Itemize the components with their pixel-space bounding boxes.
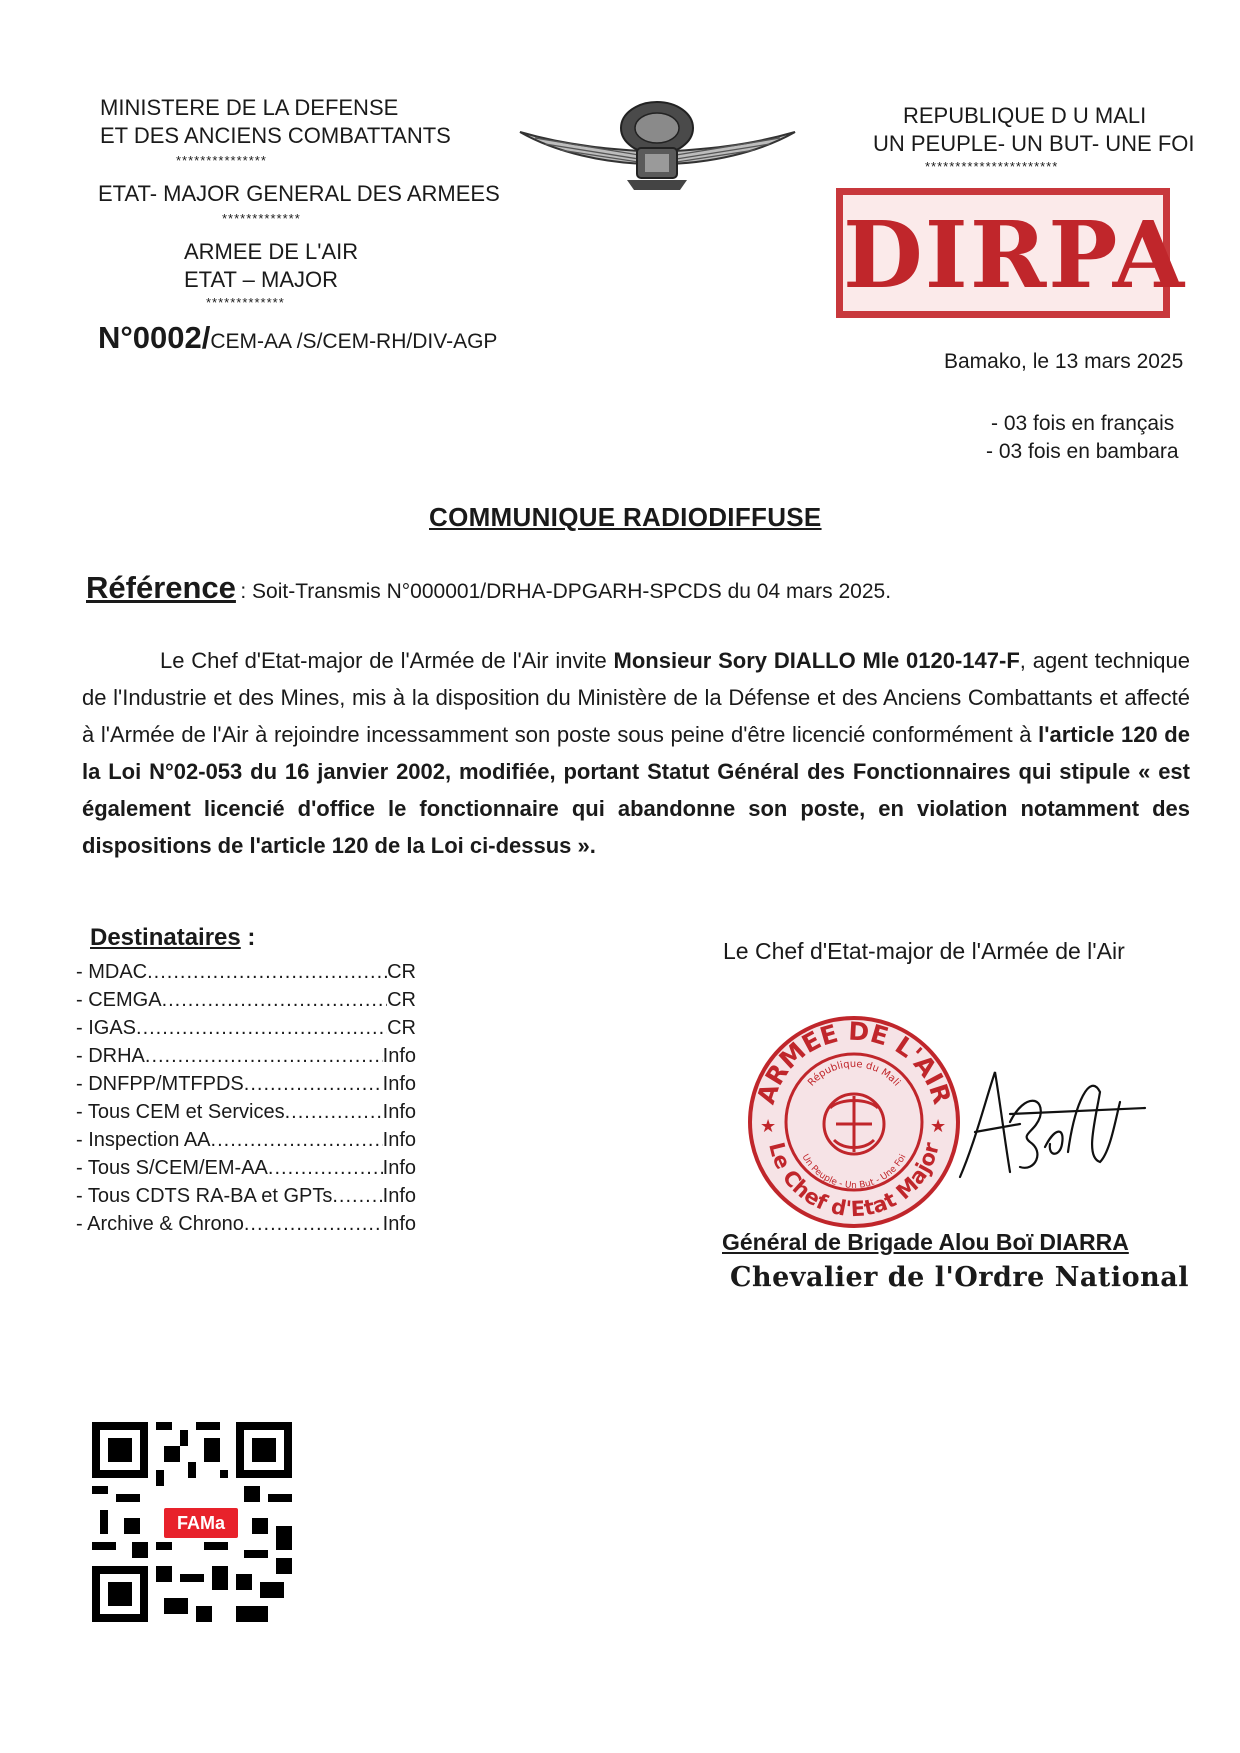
air-force-wings-emblem	[515, 92, 800, 194]
stars-separator-2: *************	[222, 211, 301, 226]
stars-separator-3: *************	[206, 295, 285, 310]
signatory-title: Le Chef d'Etat-major de l'Armée de l'Air	[723, 938, 1125, 964]
list-item: - CEMGA ..... CR	[76, 986, 416, 1014]
general-staff: ETAT- MAJOR GENERAL DES ARMEES	[98, 181, 500, 206]
recipients-title: Destinataires	[90, 924, 241, 951]
qr-fama-label: FAMa	[164, 1508, 238, 1538]
signatory-name: Général de Brigade Alou Boï DIARRA	[722, 1229, 1129, 1255]
page-title: COMMUNIQUE RADIODIFFUSE	[429, 502, 822, 532]
document-number-suffix: CEM-AA /S/CEM-RH/DIV-AGP	[210, 330, 498, 353]
stars-separator-right: **********************	[925, 159, 1059, 174]
republic-label: REPUBLIQUE D U MALI	[903, 103, 1147, 128]
list-item: - IGAS ..... CR	[76, 1014, 416, 1042]
list-item: - Tous CDTS RA-BA et GPTs ..... Info	[76, 1182, 416, 1210]
official-seal-stamp	[744, 1012, 964, 1232]
reference-text: : Soit-Transmis N°000001/DRHA-DPGARH-SPCDS du 04 mars 2025.	[240, 580, 892, 603]
body-paragraph	[82, 642, 1190, 864]
dirpa-stamp: DIRPA	[836, 188, 1170, 318]
document-number	[98, 320, 497, 356]
list-item: - Inspection AA ..... Info	[76, 1126, 416, 1154]
list-item: - MDAC ..... CR	[76, 958, 416, 986]
reference-line	[86, 570, 891, 606]
recipients-list	[76, 958, 416, 1238]
list-item: - Tous CEM et Services ..... Info	[76, 1098, 416, 1126]
broadcast-bambara: - 03 fois en bambara	[986, 440, 1179, 463]
national-motto: UN PEUPLE- UN BUT- UNE FOI	[873, 131, 1195, 156]
list-item: - DNFPP/MTFPDS ..... Info	[76, 1070, 416, 1098]
body-text-1: Le Chef d'Etat-major de l'Armée de l'Air invite	[160, 648, 614, 673]
recipients-colon: :	[240, 924, 256, 951]
seal-outer-top-text: ARMÉE DE L'AIR	[751, 1016, 957, 1108]
reference-label: Référence	[86, 570, 236, 605]
broadcast-french: - 03 fois en français	[991, 412, 1175, 435]
air-staff-label: ETAT – MAJOR	[184, 267, 339, 292]
seal-outer-bottom-text: Le Chef d'Etat Major	[764, 1139, 944, 1222]
seal-star-left-icon: ★	[760, 1116, 777, 1136]
seal-inner-top-text: République du Mali	[806, 1058, 903, 1089]
legal-article: l'article 120 de la Loi N°02-053 du 16 janvier 2002, modifiée, portant Statut Général des Fonctionnaires qui stipule « est également licencié d'office le fonctionnaire qui abandonne son poste, en violation notamment des dispositions de l'article 120 de la Loi ci-dessus ».	[82, 722, 1190, 858]
recipients-heading	[90, 924, 255, 952]
list-item: - DRHA ..... Info	[76, 1042, 416, 1070]
date-place: Bamako, le 13 mars 2025	[944, 350, 1184, 373]
body-text-2: , agent technique de l'Industrie et des Mines, mis à la disposition du Ministère de la Défense et des Anciens Combattants et affecté à l'Armée de l'Air à rejoindre incessamment son poste sous peine d'être licencié conformément à	[82, 648, 1190, 747]
seal-inner-bottom-text: Un Peuple - Un But - Une Foi	[799, 1152, 909, 1191]
list-item: - Tous S/CEM/EM-AA ..... Info	[76, 1154, 416, 1182]
ministry-line1: MINISTERE DE LA DEFENSE	[100, 95, 399, 120]
air-force-label: ARMEE DE L'AIR	[184, 239, 359, 264]
employee-name: Monsieur Sory DIALLO Mle 0120-147-F	[613, 648, 1020, 673]
list-item: - Archive & Chrono ..... Info	[76, 1210, 416, 1238]
seal-star-right-icon: ★	[930, 1116, 947, 1136]
signatory-honor: Chevalier de l'Ordre National	[730, 1262, 1189, 1293]
ministry-line2: ET DES ANCIENS COMBATTANTS	[100, 123, 451, 148]
handwritten-signature	[950, 1062, 1150, 1187]
stars-separator-1: ***************	[176, 153, 267, 168]
document-number-main: N°0002/	[98, 320, 211, 355]
